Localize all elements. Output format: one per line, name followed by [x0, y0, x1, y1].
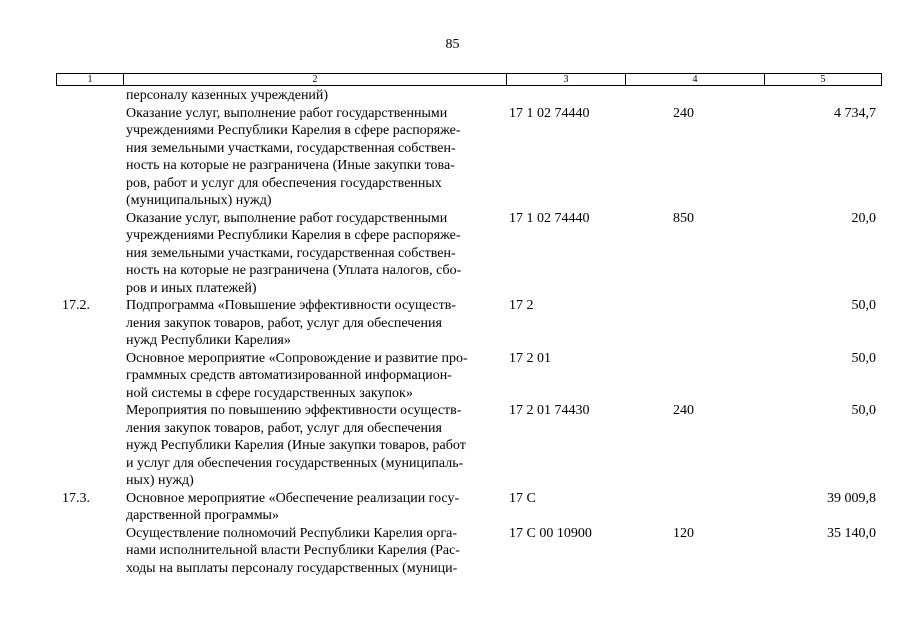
column-header-1: 1 [57, 74, 124, 86]
item-description: Осуществление полномочий Республики Карелия орга- нами исполнительной власти Республики Карелия (Рас- ходы на выплаты персоналу государственных (муници- [126, 525, 460, 576]
expense-type [672, 87, 766, 105]
column-header-row [57, 74, 882, 86]
item-number: 17.3. [62, 490, 90, 506]
item-sum: 20,0 [851, 210, 876, 226]
table-row [56, 350, 881, 403]
item-description: Основное мероприятие «Сопровождение и развитие про- граммных средств автоматизированной информацион- ной системы в сфере государственных закупок» [126, 350, 468, 401]
item-description: Оказание услуг, выполнение работ государственными учреждениями Республики Карелия в сфере распоряже- ния земельными участками, государственная собствен- ность на которые не разграничена (Уплата налогов, сбо- ров и иных платежей) [126, 210, 462, 296]
item-number [56, 402, 123, 490]
item-sum: 35 140,0 [827, 525, 876, 541]
item-description: Основное мероприятие «Обеспечение реализации госу- дарственной программы» [126, 490, 460, 523]
table-row [56, 297, 881, 350]
item-number: 17.2. [62, 298, 90, 313]
column-header-2: 2 [124, 74, 507, 86]
column-header-5: 5 [765, 74, 882, 86]
item-code: 17 1 02 74440 [509, 210, 590, 226]
item-number [56, 350, 123, 403]
budget-table-body [56, 87, 881, 577]
item-code: 17 2 01 [509, 350, 551, 366]
item-description: Мероприятия по повышению эффективности осуществ- ления закупок товаров, работ, услуг для обеспечения нужд Республики Карелия (Иные закупки товаров, работ и услуг для обеспечения государственных (муниципаль- ных) нужд) [126, 403, 466, 488]
expense-type: 850 [673, 210, 694, 226]
item-code: 17 С 00 10900 [509, 525, 592, 541]
item-code: 17 С [509, 490, 536, 506]
expense-type: 120 [673, 525, 694, 541]
table-row [56, 490, 881, 525]
item-code: 17 2 [509, 298, 534, 313]
item-sum: 39 009,8 [827, 490, 876, 506]
column-header-3: 3 [507, 74, 626, 86]
page-number: 85 [445, 37, 460, 52]
item-number [56, 87, 123, 105]
item-code: 17 2 01 74430 [509, 403, 590, 418]
item-code [506, 87, 672, 105]
table-row [56, 105, 881, 210]
item-sum: 50,0 [851, 403, 876, 418]
item-sum [766, 87, 881, 105]
expense-type: 240 [673, 105, 694, 121]
item-sum: 4 734,7 [834, 105, 876, 121]
table-row [56, 402, 881, 490]
item-number [56, 105, 123, 210]
item-sum: 50,0 [851, 298, 876, 313]
item-description: персоналу казенных учреждений) [126, 88, 329, 103]
expense-type: 240 [673, 403, 694, 418]
table-row [56, 87, 881, 105]
item-sum: 50,0 [851, 350, 876, 366]
expense-type [672, 490, 766, 525]
expense-type [672, 350, 766, 403]
table-row [56, 525, 881, 578]
expense-type [672, 297, 766, 350]
column-header-4: 4 [626, 74, 765, 86]
item-number [56, 525, 123, 578]
table-row [56, 210, 881, 298]
item-code: 17 1 02 74440 [509, 105, 590, 121]
item-number [56, 210, 123, 298]
item-description: Подпрограмма «Повышение эффективности осуществ- ления закупок товаров, работ, услуг для обеспечения нужд Республики Карелия» [126, 298, 456, 348]
item-description: Оказание услуг, выполнение работ государственными учреждениями Республики Карелия в сфере распоряже- ния земельными участками, государственная собствен- ность на которые не разграничена (Иные закупки това- ров, работ и услуг для обеспечения государственных (муниципальных) нужд) [126, 105, 461, 208]
column-header-table [56, 73, 882, 86]
